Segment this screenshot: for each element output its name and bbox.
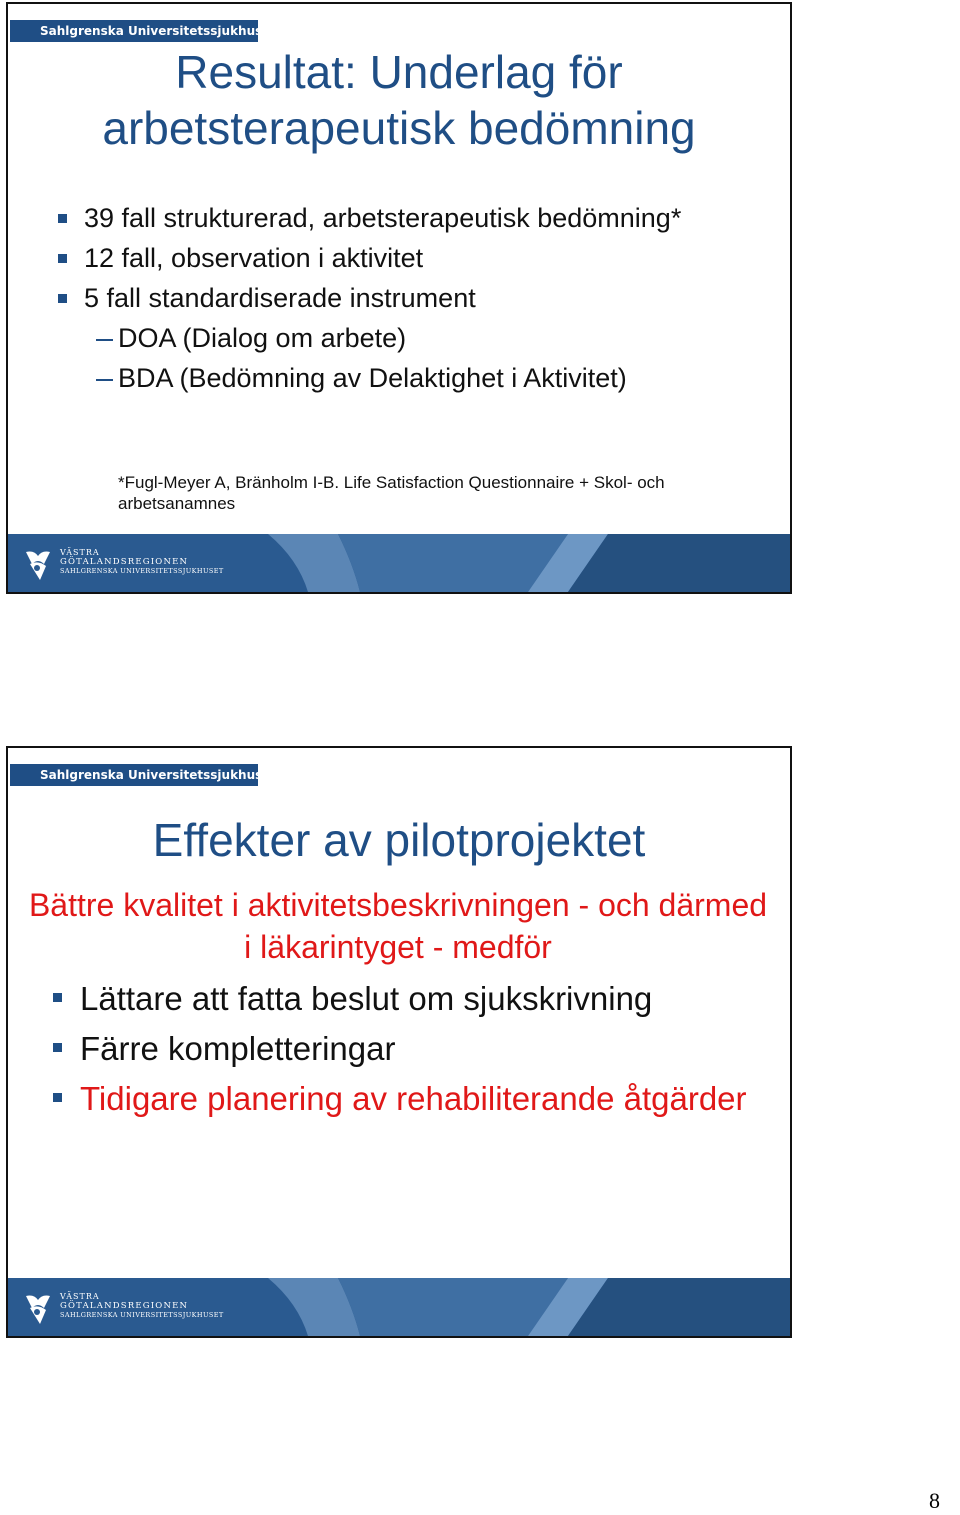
sub-list-item: BDA (Bedömning av Delaktighet i Aktivitet) (56, 362, 776, 395)
footer-band (8, 534, 790, 592)
slide-1 (6, 2, 792, 594)
header-brand-band: Sahlgrenska Universitetssjukhuset (10, 764, 258, 786)
list-item: Färre kompletteringar (52, 1028, 772, 1070)
vgr-logo-icon (24, 1292, 60, 1326)
vgr-logo-text: VÄSTRA GÖTALANDSREGIONEN SAHLGRENSKA UNIVERSITETSSJUKHUSET (60, 1292, 224, 1319)
list-item: 5 fall standardiserade instrument (56, 282, 776, 315)
bullet-list (56, 202, 776, 402)
header-brand-band: Sahlgrenska Universitetssjukhuset (10, 20, 258, 42)
page-number: 8 (929, 1488, 940, 1513)
vgr-logo-icon (24, 548, 60, 582)
red-heading: Bättre kvalitet i aktivitetsbeskrivningen - och därmed i läkarintyget - medför (28, 887, 768, 965)
footnote: *Fugl-Meyer A, Bränholm I-B. Life Satisfaction Questionnaire + Skol- och arbetsanamnes (118, 473, 665, 513)
list-item: Tidigare planering av rehabiliterande åtgärder (52, 1078, 772, 1120)
vgr-logo-text: VÄSTRA GÖTALANDSREGIONEN SAHLGRENSKA UNIVERSITETSSJUKHUSET (60, 548, 224, 575)
title-line-1: Resultat: Underlag för (175, 46, 623, 98)
slide-title (8, 44, 790, 156)
list-item: 12 fall, observation i aktivitet (56, 242, 776, 275)
title-line-2: arbetsterapeutisk bedömning (102, 102, 696, 154)
footer-band (8, 1278, 790, 1336)
list-item: Lättare att fatta beslut om sjukskrivning (52, 978, 772, 1020)
sub-list-item: DOA (Dialog om arbete) (56, 322, 776, 355)
slide-title: Effekter av pilotprojektet (152, 814, 646, 866)
bullet-list (52, 978, 772, 1128)
slide-2 (6, 746, 792, 1338)
list-item: 39 fall strukturerad, arbetsterapeutisk bedömning* (56, 202, 776, 235)
